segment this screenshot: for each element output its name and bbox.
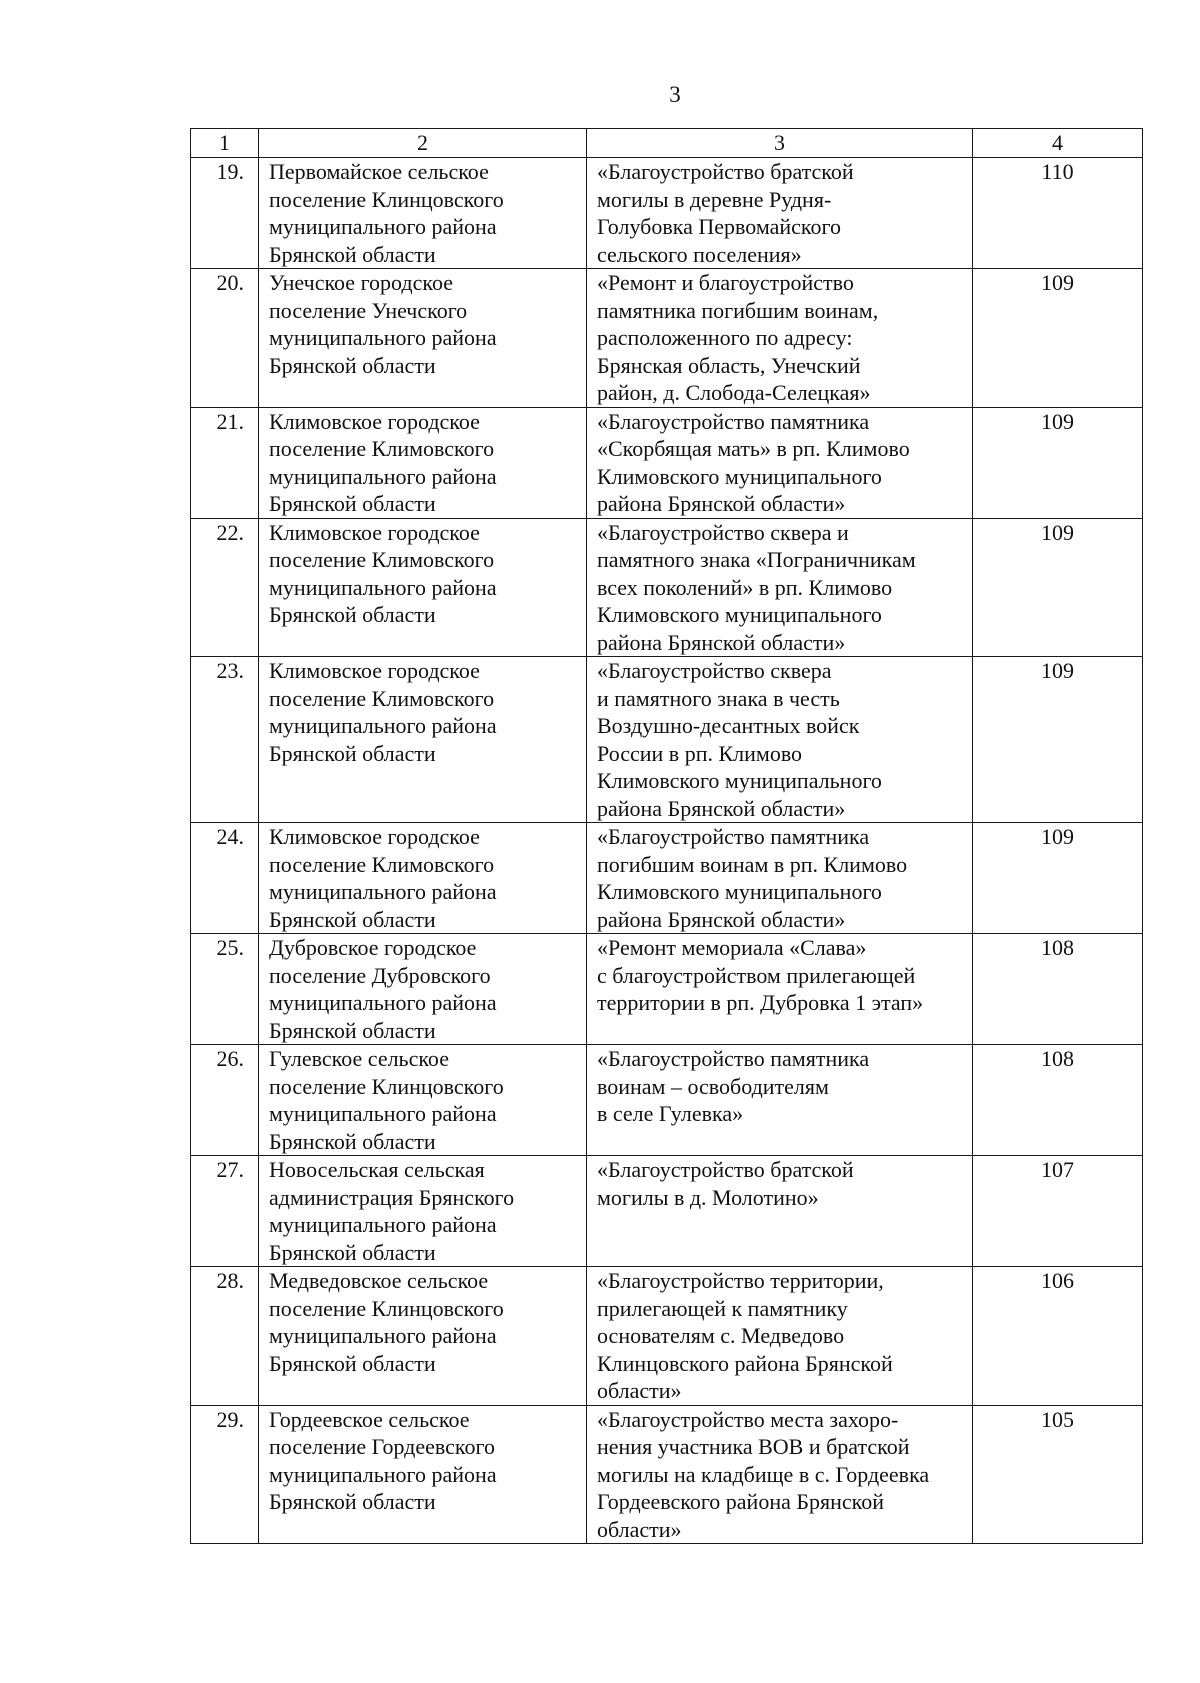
recipient-cell xyxy=(259,657,587,823)
row-number-cell: 26. xyxy=(191,1045,259,1156)
project-line: прилегающей к памятнику xyxy=(597,1295,848,1321)
table-row xyxy=(191,657,1143,823)
project-line: всех поколений» в рп. Климово xyxy=(597,574,893,600)
table-row xyxy=(191,1156,1143,1267)
recipient-cell xyxy=(259,407,587,518)
project-cell xyxy=(587,1405,973,1544)
project-line: «Благоустройство братской xyxy=(597,1157,854,1182)
row-number-cell: 21. xyxy=(191,407,259,518)
project-line: Клинцовского района Брянской xyxy=(597,1350,893,1376)
table-row xyxy=(191,518,1143,657)
project-line: области» xyxy=(597,1516,682,1542)
recipient-line: поселение Климовского xyxy=(269,547,495,572)
recipient-line: муниципального района xyxy=(269,1461,497,1487)
project-line: Климовского муниципального xyxy=(597,879,882,904)
table-row xyxy=(191,934,1143,1045)
project-line: области» xyxy=(597,1378,682,1403)
recipient-line: муниципального района xyxy=(269,574,497,600)
project-line: «Благоустройство территории, xyxy=(597,1268,884,1293)
row-number-cell: 25. xyxy=(191,934,259,1045)
project-line: «Благоустройство памятника xyxy=(597,1046,870,1071)
project-line: Гордеевского района Брянской xyxy=(597,1489,884,1514)
project-line: «Скорбящая мать» в рп. Климово xyxy=(597,436,910,461)
project-line: Климовского муниципального xyxy=(597,768,882,793)
project-cell xyxy=(587,823,973,934)
project-line: район, д. Слобода-Селецкая» xyxy=(597,380,871,405)
project-cell xyxy=(587,1045,973,1156)
project-line: с благоустройством прилегающей xyxy=(597,962,916,988)
row-number-cell: 23. xyxy=(191,657,259,823)
project-line: основателям с. Медведово xyxy=(597,1323,845,1348)
row-number-cell: 20. xyxy=(191,269,259,408)
project-line: «Ремонт мемориала «Слава» xyxy=(597,935,867,960)
recipient-line: Брянской области xyxy=(269,602,436,627)
project-line: «Благоустройство памятника xyxy=(597,824,870,849)
row-number-cell: 24. xyxy=(191,823,259,934)
project-line: района Брянской области» xyxy=(597,906,846,932)
recipient-line: муниципального района xyxy=(269,325,497,350)
project-line: погибшим воинам в рп. Климово xyxy=(597,851,908,877)
recipient-line: Брянской области xyxy=(269,1239,436,1265)
recipient-cell xyxy=(259,1156,587,1267)
project-cell xyxy=(587,1156,973,1267)
project-line: могилы в д. Молотино» xyxy=(597,1184,819,1210)
project-line: нения участника ВОВ и братской xyxy=(597,1434,910,1459)
project-cell xyxy=(587,269,973,408)
score-cell: 109 xyxy=(973,269,1143,408)
project-line: воинам – освободителям xyxy=(597,1073,829,1099)
data-table xyxy=(190,128,1143,1544)
recipient-line: Брянской области xyxy=(269,241,436,267)
recipient-line: Брянской области xyxy=(269,906,436,932)
recipient-line: муниципального района xyxy=(269,214,497,239)
row-number-cell: 27. xyxy=(191,1156,259,1267)
recipient-line: Брянской области xyxy=(269,740,436,766)
project-line: могилы в деревне Рудня- xyxy=(597,186,832,212)
recipient-line: поселение Клинцовского xyxy=(269,1073,504,1099)
score-cell: 109 xyxy=(973,407,1143,518)
recipient-line: Брянской области xyxy=(269,491,436,516)
project-line: «Благоустройство памятника xyxy=(597,408,870,434)
project-line: «Благоустройство братской xyxy=(597,159,854,184)
recipient-cell xyxy=(259,158,587,269)
project-cell xyxy=(587,934,973,1045)
recipient-line: Брянской области xyxy=(269,1350,436,1376)
recipient-line: поселение Клинцовского xyxy=(269,186,504,212)
score-cell: 106 xyxy=(973,1267,1143,1406)
table-row xyxy=(191,407,1143,518)
recipient-cell xyxy=(259,934,587,1045)
project-cell xyxy=(587,407,973,518)
recipient-line: Климовское городское xyxy=(269,408,480,434)
recipient-line: муниципального района xyxy=(269,1323,497,1348)
recipient-line: Унечское городское xyxy=(269,270,453,295)
score-cell: 109 xyxy=(973,518,1143,657)
recipient-line: Первомайское сельское xyxy=(269,159,489,184)
recipient-line: Брянской области xyxy=(269,1017,436,1043)
recipient-line: Брянской области xyxy=(269,352,436,378)
project-line: расположенного по адресу: xyxy=(597,325,853,350)
table-row xyxy=(191,158,1143,269)
recipient-line: Брянской области xyxy=(269,1489,436,1514)
score-cell: 107 xyxy=(973,1156,1143,1267)
recipient-line: Климовское городское xyxy=(269,519,480,545)
score-cell: 108 xyxy=(973,934,1143,1045)
project-line: Воздушно-десантных войск xyxy=(597,713,860,738)
table-row xyxy=(191,823,1143,934)
recipient-line: муниципального района xyxy=(269,879,497,904)
score-cell: 109 xyxy=(973,823,1143,934)
row-number-cell: 28. xyxy=(191,1267,259,1406)
project-line: памятника погибшим воинам, xyxy=(597,297,879,323)
project-line: территории в рп. Дубровка 1 этап» xyxy=(597,990,924,1015)
column-header-3: 3 xyxy=(587,129,973,158)
recipient-cell xyxy=(259,1045,587,1156)
recipient-line: поселение Гордеевского xyxy=(269,1434,495,1459)
recipient-cell xyxy=(259,1405,587,1544)
row-number-cell: 22. xyxy=(191,518,259,657)
recipient-cell xyxy=(259,518,587,657)
project-line: Климовского муниципального xyxy=(597,463,882,489)
recipient-line: муниципального района xyxy=(269,463,497,489)
row-number-cell: 29. xyxy=(191,1405,259,1544)
recipient-line: Дубровское городское xyxy=(269,935,477,960)
recipient-line: Брянской области xyxy=(269,1128,436,1154)
project-line: «Благоустройство сквера xyxy=(597,658,832,683)
table-row xyxy=(191,1045,1143,1156)
recipient-line: поселение Унечского xyxy=(269,297,468,323)
project-line: «Благоустройство сквера и xyxy=(597,519,849,545)
project-line: Голубовка Первомайского xyxy=(597,214,841,239)
column-header-1: 1 xyxy=(191,129,259,158)
column-header-2: 2 xyxy=(259,129,587,158)
recipient-line: Гулевское сельское xyxy=(269,1046,449,1071)
recipient-line: администрация Брянского xyxy=(269,1184,515,1210)
score-cell: 109 xyxy=(973,657,1143,823)
score-cell: 108 xyxy=(973,1045,1143,1156)
page-number: 3 xyxy=(669,82,681,107)
project-line: района Брянской области» xyxy=(597,491,846,516)
recipient-line: муниципального района xyxy=(269,1212,497,1237)
project-line: Климовского муниципального xyxy=(597,602,882,627)
recipient-line: поселение Климовского xyxy=(269,851,495,877)
project-line: России в рп. Климово xyxy=(597,740,803,766)
recipient-line: муниципального района xyxy=(269,1101,497,1126)
project-line: в селе Гулевка» xyxy=(597,1101,744,1126)
project-line: памятного знака «Пограничникам xyxy=(597,547,916,572)
recipient-cell xyxy=(259,1267,587,1406)
table-row xyxy=(191,1405,1143,1544)
project-cell xyxy=(587,1267,973,1406)
project-line: и памятного знака в честь xyxy=(597,685,840,711)
project-cell xyxy=(587,657,973,823)
recipient-cell xyxy=(259,823,587,934)
recipient-cell xyxy=(259,269,587,408)
column-header-4: 4 xyxy=(973,129,1143,158)
recipient-line: поселение Климовского xyxy=(269,685,495,711)
project-line: могилы на кладбище в с. Гордеевка xyxy=(597,1461,930,1487)
recipient-line: муниципального района xyxy=(269,990,497,1015)
recipient-line: Новосельская сельская xyxy=(269,1157,485,1182)
project-line: сельского поселения» xyxy=(597,241,802,267)
row-number-cell: 19. xyxy=(191,158,259,269)
recipient-line: Климовское городское xyxy=(269,824,480,849)
recipient-line: Гордеевское сельское xyxy=(269,1406,470,1432)
project-line: района Брянской области» xyxy=(597,795,846,821)
recipient-line: Климовское городское xyxy=(269,658,480,683)
recipient-line: поселение Климовского xyxy=(269,436,495,461)
table-header-row xyxy=(191,129,1143,158)
recipient-line: муниципального района xyxy=(269,713,497,738)
recipient-line: поселение Дубровского xyxy=(269,962,491,988)
project-cell xyxy=(587,158,973,269)
project-line: «Благоустройство места захоро- xyxy=(597,1406,899,1432)
table-row xyxy=(191,1267,1143,1406)
project-cell xyxy=(587,518,973,657)
recipient-line: поселение Клинцовского xyxy=(269,1295,504,1321)
score-cell: 110 xyxy=(973,158,1143,269)
table-row xyxy=(191,269,1143,408)
score-cell: 105 xyxy=(973,1405,1143,1544)
recipient-line: Медведовское сельское xyxy=(269,1268,489,1293)
project-line: «Ремонт и благоустройство xyxy=(597,270,854,295)
project-line: Брянская область, Унечский xyxy=(597,352,861,378)
project-line: района Брянской области» xyxy=(597,629,846,655)
